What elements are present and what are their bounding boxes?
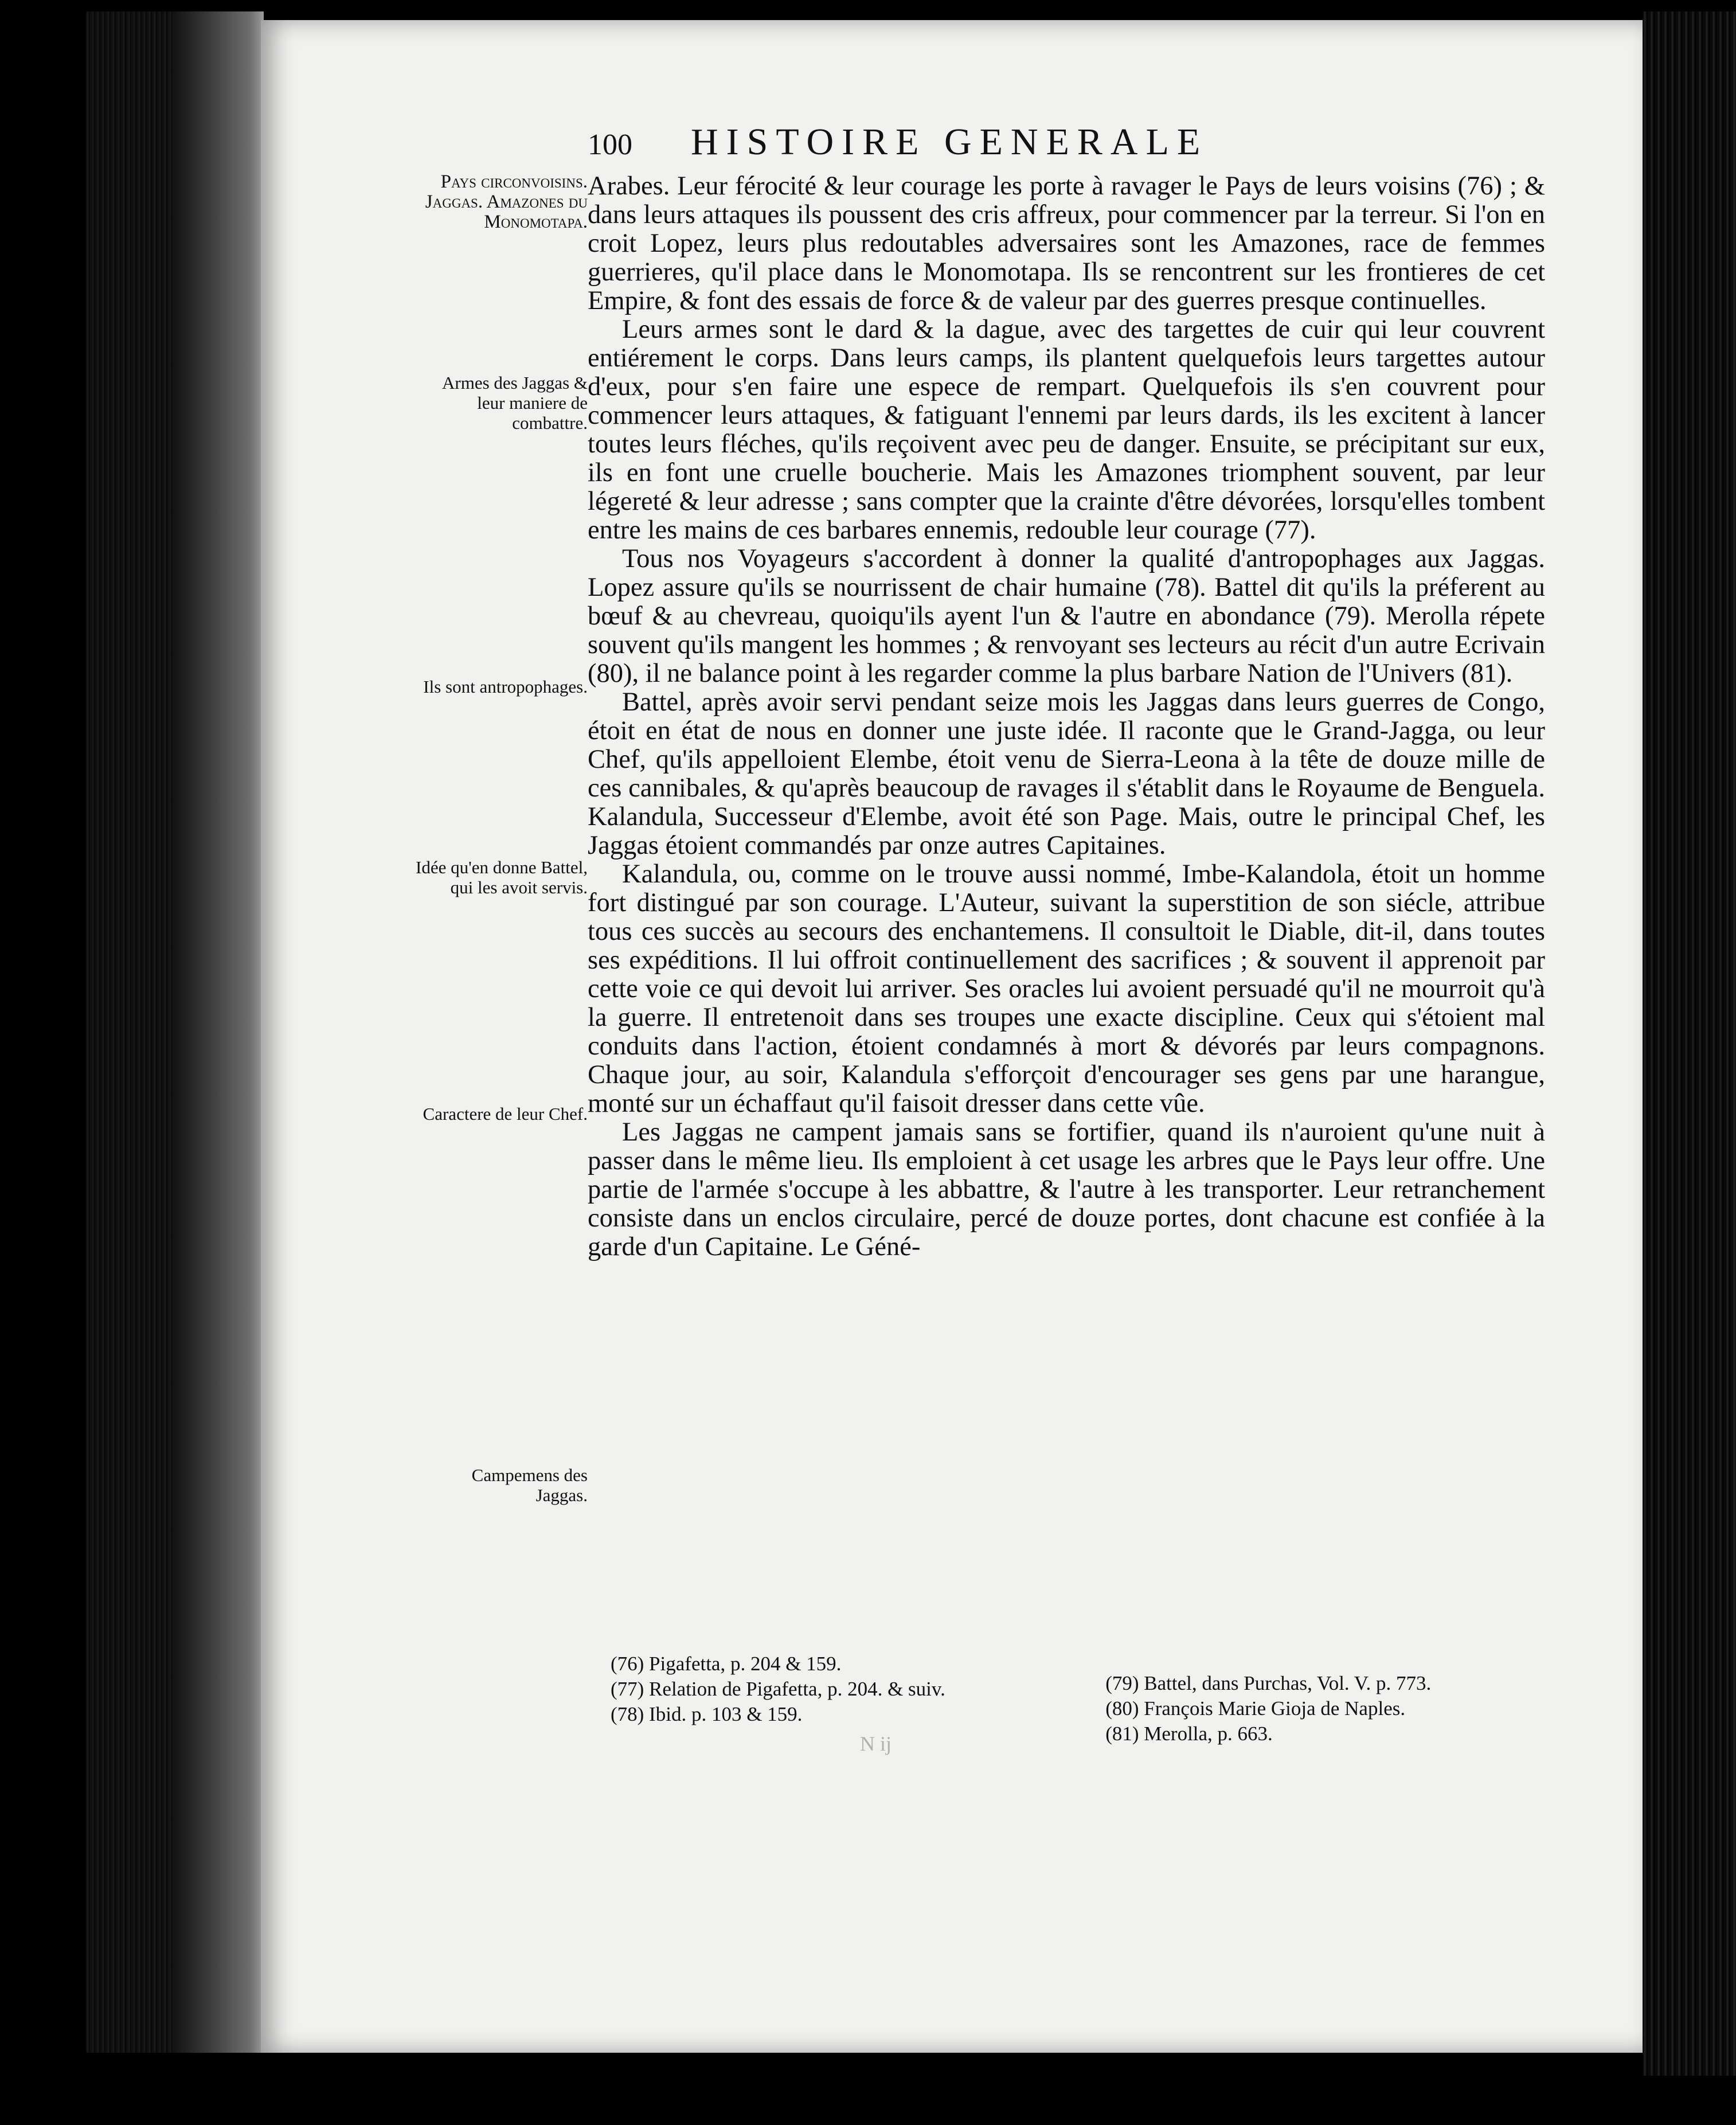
- footnotes: [611, 1651, 1562, 1747]
- paragraph: Kalandula, ou, comme on le trouve aussi nommé, Imbe-Kalandola, étoit un homme fort distingué par son courage. L'Auteur, suivant la superstition de son siécle, attribue tous ces succès au secours des enchantemens. Il consultoit le Diable, dit-il, dans toutes ses expéditions. Il lui offroit continuellement des sacrifices ; & souvent il apprenoit par cette voie ce qui devoit lui arriver. Ses oracles lui avoient persuadé qu'il ne mourroit qu'à la guerre. Il entretenoit dans ses troupes une exacte discipline. Ceux qui s'étoient mal conduits dans l'action, étoient condamnés à mort & dévorés par leurs compagnons. Chaque jour, au soir, Kalandula s'efforçoit d'encourager ses gens par une harangue, monté sur un échaffaut qu'il faisoit dresser dans cette vûe.: [588, 860, 1545, 1118]
- paragraph: Tous nos Voyageurs s'accordent à donner la qualité d'antropophages aux Jaggas. Lopez assure qu'ils se nourrissent de chair humaine (78). Battel dit qu'ils la préferent au bœuf & au chevreau, quoiqu'ils ayent l'un & l'autre en abondance (79). Merolla répete souvent qu'ils mangent les hommes ; & renvoyant ses lecteurs au récit d'un autre Ecrivain (80), il ne balance point à les regarder comme la plus barbare Nation de l'Univers (81).: [588, 544, 1545, 688]
- footnote: (79) Battel, dans Purchas, Vol. V. p. 773.: [1105, 1672, 1432, 1694]
- footnote: (81) Merolla, p. 663.: [1105, 1722, 1273, 1745]
- page-header: [588, 120, 1390, 178]
- signature-mark: N ij: [860, 1732, 892, 1755]
- paragraph: Leurs armes sont le dard & la dague, avec des targettes de cuir qui leur couvrent entiérement le corps. Dans leurs camps, ils plantent quelquefois leurs targettes autour d'eux, pour s'en faire une espece de rempart. Quelquefois ils s'en couvrent pour commencer leurs attaques, & fatiguant l'ennemi par leurs dards, ils les excitent à lancer toutes leurs fléches, qu'ils reçoivent avec peu de danger. Ensuite, se précipitant sur eux, ils en font une cruelle boucherie. Mais les Amazones triomphent souvent, par leur légereté & leur adresse ; sans compter que la crainte d'être dévorées, lorsqu'elles tombent entre les mains de ces barbares ennemis, redouble leur courage (77).: [588, 315, 1545, 545]
- margin-note: Armes des Jaggas & leur maniere de combattre.: [442, 373, 588, 433]
- footnote: (76) Pigafetta, p. 204 & 159.: [611, 1653, 842, 1675]
- main-text: [588, 172, 1545, 1261]
- footnotes-right-column: [1105, 1651, 1562, 1747]
- margin-note: Idée qu'en donne Battel, qui les avoit servis.: [416, 857, 588, 897]
- paragraph: Battel, après avoir servi pendant seize mois les Jaggas dans leurs guerres de Congo, étoit en état de nous en donner une juste idée. Il raconte que le Grand-Jagga, ou leur Chef, qu'ils appelloient Elembe, étoit venu de Sierra-Leona à la tête de douze mille de ces cannibales, & qu'après beaucoup de ravages il s'établit dans le Royaume de Benguela. Kalandula, Successeur d'Elembe, avoit été son Page. Mais, outre le principal Chef, les Jaggas étoient commandés par onze autres Capitaines.: [588, 688, 1545, 860]
- page-number: 100: [588, 128, 632, 161]
- margin-note: Pays circonvoisins. Jaggas. Amazones du Monomotapa.: [425, 171, 588, 232]
- footnotes-left-column: [611, 1651, 1068, 1747]
- margin-note: Ils sont antropophages.: [423, 677, 588, 697]
- paragraph: Arabes. Leur férocité & leur courage les porte à ravager le Pays de leurs voisins (76) ; & dans leurs attaques ils poussent des cris affreux, pour commencer par la terreur. Si l'on en croit Lopez, leurs plus redoutables adversaires sont les Amazones, race de femmes guerrieres, qu'il place dans le Monomotapa. Ils se rencontrent sur les frontieres de cet Empire, & font des essais de force & de valeur par des guerres presque continuelles.: [588, 171, 1545, 315]
- footnote: (77) Relation de Pigafetta, p. 204. & suiv.: [611, 1678, 945, 1700]
- footnote: (78) Ibid. p. 103 & 159.: [611, 1703, 803, 1725]
- running-head: HISTOIRE GENERALE: [691, 121, 1209, 163]
- margin-note: Campemens des Jaggas.: [471, 1465, 588, 1505]
- paragraph: Les Jaggas ne campent jamais sans se fortifier, quand ils n'auroient qu'une nuit à passer dans le même lieu. Ils emploient à cet usage les arbres que le Pays leur offre. Une partie de l'armée s'occupe à les abbattre, & l'autre à les transporter. Leur retranchement consiste dans un enclos circulaire, percé de douze portes, dont chacune est confiée à la garde d'un Capitaine. Le Géné-: [588, 1118, 1545, 1261]
- book-gutter-shadow: [172, 11, 264, 2053]
- footnote: (80) François Marie Gioja de Naples.: [1105, 1697, 1406, 1720]
- margin-note: Caractere de leur Chef.: [423, 1104, 588, 1124]
- book-edge-right: [1643, 11, 1736, 2076]
